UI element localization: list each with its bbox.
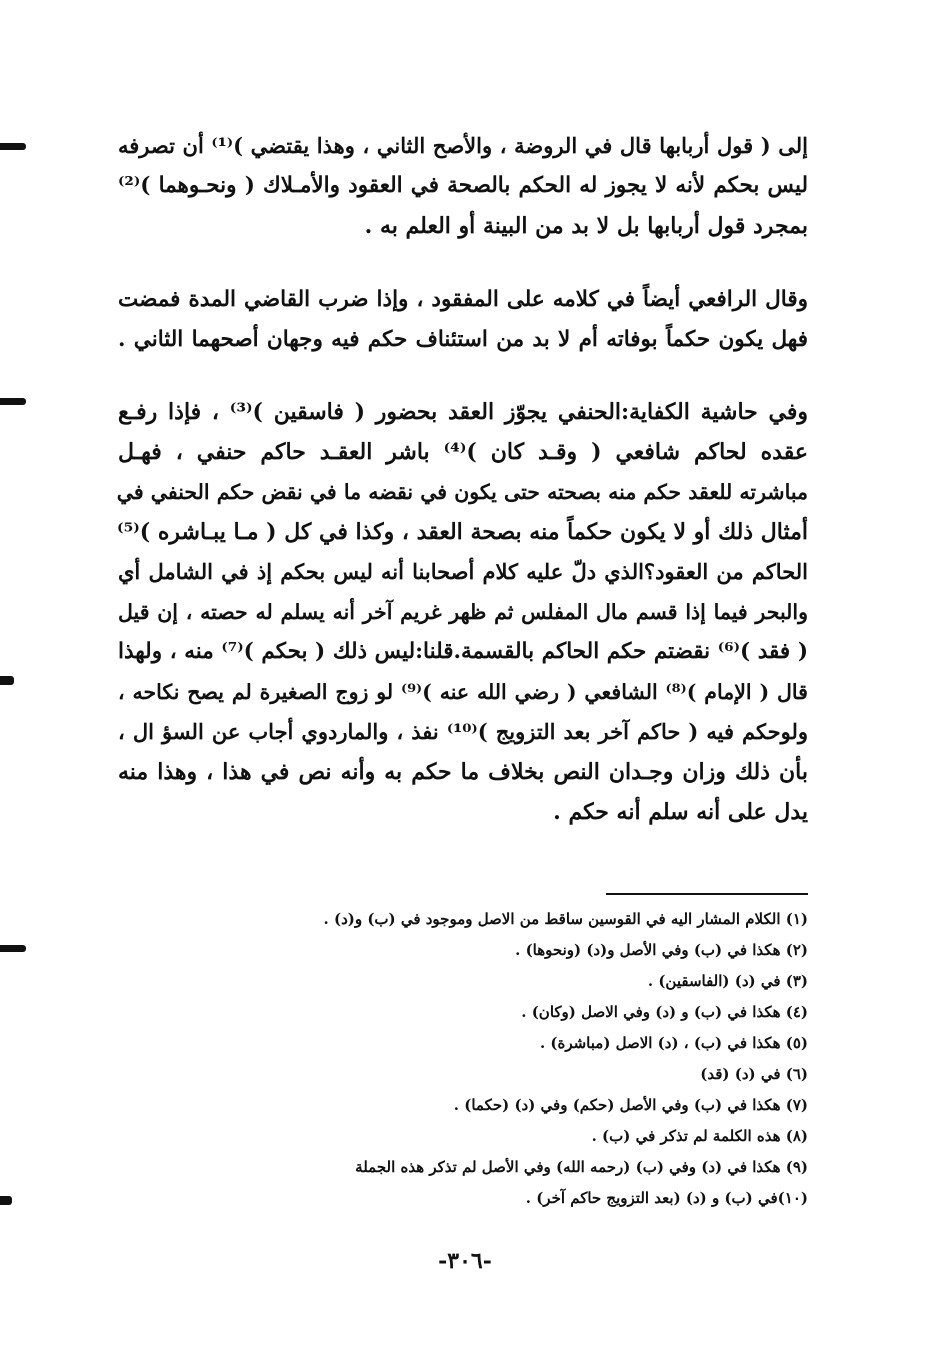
text-line: الحاكم من العقود؟الذي دلّ عليه كلام أصحابنا أنه ليس بحكم إذ في الشامل أي [118,559,808,584]
footnote: (٩) هكذا في (د) وفي (ب) (رحمه الله) وفي الأصل لم تذكر هذه الجملة [355,1158,808,1176]
scan-edge-mark [0,398,26,405]
footnote: (٣) في (د) (الفاسقين) . [647,972,808,990]
text-line: ( فقد )⁽⁶⁾ نقضتم حكم الحاكم بالقسمة.قلنا:ليس ذلك ( بحكم )⁽⁷⁾ منه ، ولهذا [118,639,808,664]
scan-edge-mark [0,676,14,685]
footnote: (٨) هذه الكلمة لم تذكر في (ب) . [591,1127,808,1145]
footnote-separator [606,893,808,895]
footnote: (١) الكلام المشار اليه في القوسين ساقط من الاصل وموجود في (ب) و(د) . [323,910,808,928]
text-line: إلى ( قول أربابها قال في الروضة ، والأصح الثاني ، وهذا يقتضي )⁽¹⁾ أن تصرفه [118,133,808,158]
text-line: عقده لحاكم شافعي ( وقـد كان )⁽⁴⁾ باشر العقـد حاكم حنفي ، فهـل [118,439,808,465]
text-line: ولوحكم فيه ( حاكم آخر بعد التزويج )⁽¹⁰⁾ نفذ ، والماردوي أجاب عن السؤ ال ، [118,719,808,744]
footnotes-list [300,904,808,1214]
footnote: (٧) هكذا في (ب) وفي الأصل (حكم) وفي (د) (حكما) . [453,1096,808,1114]
footnote: (٤) هكذا في (ب) و (د) وفي الاصل (وكان) . [521,1003,808,1021]
footnote: (٦) في (د) (قد) [700,1065,808,1083]
text-line: أمثال ذلك أو لا يكون حكماً منه بصحة العقد ، وكذا في كل ( مـا يبـاشره )⁽⁵⁾ [117,519,808,545]
body-paragraph [118,392,808,832]
page-number: -٣٠٦- [438,1248,492,1274]
text-line: وفي حاشية الكفاية:الحنفي يجوّز العقد بحضور ( فاسقين )⁽³⁾ ، فإذا رفـع [118,399,809,425]
footnote: (٢) هكذا في (ب) وفي الأصل و(د) (ونحوها) . [515,941,808,959]
scan-edge-mark [0,1196,12,1205]
text-line: قال ( الإمام )⁽⁸⁾ الشافعي ( رضي الله عنه )⁽⁹⁾ لو زوج الصغيرة لم يصح نكاحه ، [118,680,808,704]
text-line: مباشرته للعقد حكم منه بصحته حتى يكون في نقضه ما في نقض حكم الحنفي في [116,480,808,504]
text-line: فهل يكون حكماً بوفاته أم لا بد من استئناف حكم فيه وجهان أصحهما الثاني . [118,327,808,352]
footnote: (١٠)في (ب) و (د) (بعد التزويج حاكم آخر) . [525,1189,808,1207]
body-paragraph [118,126,808,246]
text-line: ليس بحكم لأنه لا يجوز له الحكم بالصحة في العقود والأمـلاك ( ونحـوهما )⁽²⁾ [118,173,808,198]
scan-edge-mark [0,143,26,150]
scan-edge-mark [0,945,26,952]
text-line: يدل على أنه سلم أنه حكم . [553,799,808,825]
text-line: بأن ذلك وزان وجـدان النص بخلاف ما حكم به وأنه نص في هذا ، وهذا منه [118,759,808,785]
text-line: بمجرد قول أربابها بل لا بد من البينة أو العلم به . [364,213,808,239]
text-line: وقال الرافعي أيضاً في كلامه على المفقود ، وإذا ضرب القاضي المدة فمضت [118,287,808,312]
text-line: والبحر فيما إذا قسم مال المفلس ثم ظهر غريم آخر أنه يسلم له حصته ، إن قيل [118,600,808,624]
body-paragraph [118,280,808,360]
footnote: (٥) هكذا في (ب) ، (د) الاصل (مباشرة) . [539,1034,808,1052]
